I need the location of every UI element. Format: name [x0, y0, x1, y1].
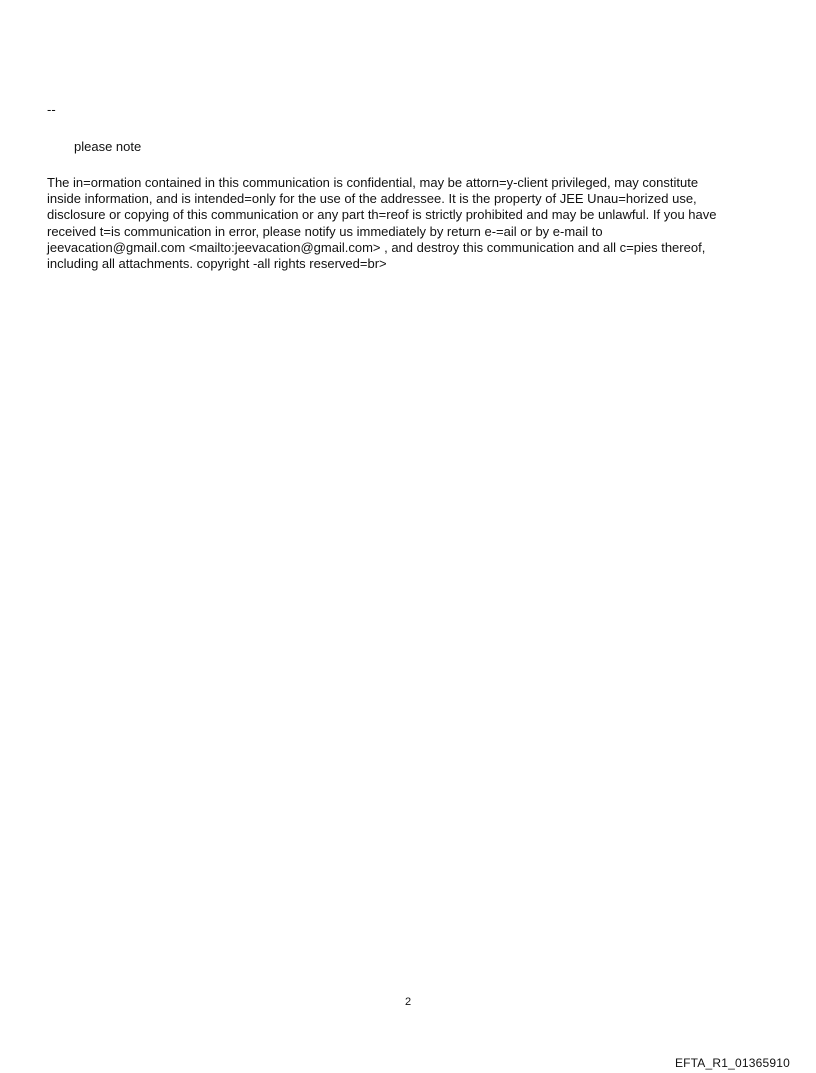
page-number: 2: [404, 996, 412, 1008]
disclaimer-line: disclosure or copying of this communication or any part th=reof is strictly prohibited and may be unlawful. If you have: [47, 207, 717, 223]
note-heading: please note: [74, 139, 142, 154]
separator-text: --: [47, 102, 56, 117]
disclaimer-line: The in=ormation contained in this communication is confidential, may be attorn=y-client privileged, may constitute: [47, 175, 699, 190]
document-id: EFTA_R1_01365910: [674, 1056, 790, 1070]
disclaimer-line: received t=is communication in error, please notify us immediately by return e-=ail or by e-mail to: [47, 223, 603, 239]
disclaimer-line: jeevacation@gmail.com <mailto:jeevacation@gmail.com> , and destroy this communication and all c=pies thereof,: [47, 239, 706, 255]
disclaimer-line: including all attachments. copyright -all rights reserved=br>: [47, 256, 387, 272]
disclaimer-line: inside information, and is intended=only for the use of the addressee. It is the property of JEE Unau=horized use,: [47, 191, 697, 207]
confidentiality-disclaimer: [47, 175, 767, 272]
